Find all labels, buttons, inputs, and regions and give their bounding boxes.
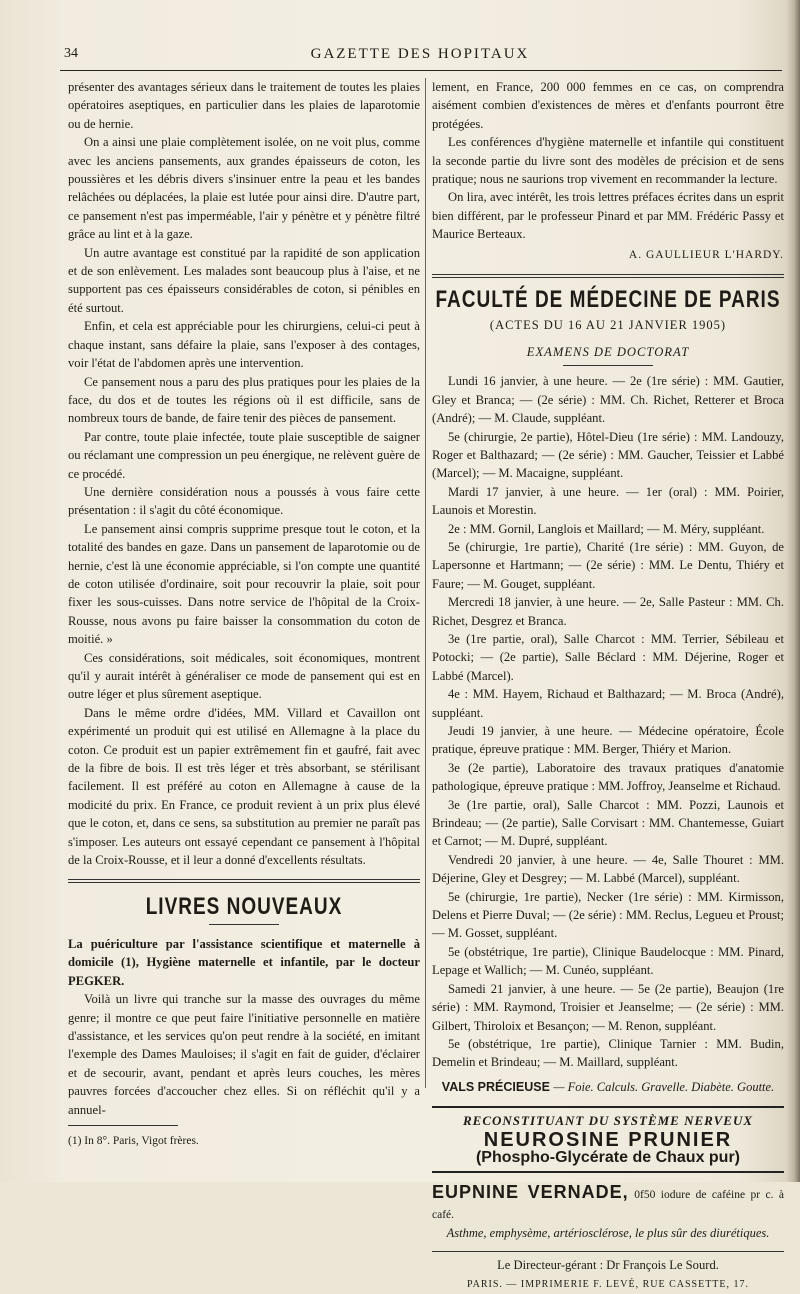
running-title: GAZETTE DES HOPITAUX xyxy=(310,46,530,62)
exam-entry: 5e (chirurgie, 1re partie), Charité (1re série) : MM. Guyon, de Lapersonne et Hartmann; — (2e série) : MM. Le Dentu, Thiéry et Faure; — M. Gouget, suppléant. xyxy=(432,539,784,591)
article-paragraph: Les conférences d'hygiène maternelle et infantile qui constituent la seconde partie du livre sont des modèles de précision et de sens pratique; nous ne saurions trop vivement en recommander la lecture. xyxy=(432,135,784,187)
article-signature: A. GAULLIEUR L'HARDY. xyxy=(628,248,784,261)
exam-entry: Samedi 21 janvier, à une heure. — 5e (2e partie), Beaujon (1re série) : MM. Raymond, Troisier et Jeanselme; — (2e série) : MM. Gilbert, Thiroloix et Besançon; — M. Renon, suppléant. xyxy=(432,981,784,1033)
right-column xyxy=(432,78,784,1294)
exam-entry: Mercredi 18 janvier, à une heure. — 2e, Salle Pasteur : MM. Ch. Richet, Desgrez et Branca. xyxy=(432,595,784,628)
exam-entry: Jeudi 19 janvier, à une heure. — Médecine opératoire, École pratique, épreuve pratique : MM. Berger, Thiéry et Marion. xyxy=(432,724,784,757)
section-rule xyxy=(432,274,784,278)
exam-entry: 3e (1re partie, oral), Salle Charcot : MM. Pozzi, Launois et Brindeau; — (2e partie), Salle Corvisart : MM. Chantemesse, Guiart et Carnot; — M. Dupré, suppléant. xyxy=(432,797,784,849)
article-paragraph: lement, en France, 200 000 femmes en ce cas, on comprendra aisément combien d'existences de mères et d'enfants pourront être protégées. xyxy=(432,80,784,131)
ad-phospho-line: (Phospho-Glycérate de Chaux pur) xyxy=(475,1148,741,1166)
section-rule xyxy=(68,879,420,883)
book-title: La puériculture par l'assistance scientifique et maternelle à domicile (1), Hygiène maternelle et infantile, par le docteur PEGKER. xyxy=(68,936,420,988)
page-number: 34 xyxy=(64,46,78,61)
left-column xyxy=(68,78,420,1150)
article-paragraph: On lira, avec intérêt, les trois lettres préfaces écrites dans un esprit bien différent, par le professeur Pinard et par MM. Frédéric Passy et Maurice Berteaux. xyxy=(432,190,784,242)
exam-entry: 4e : MM. Hayem, Richaud et Balthazard; — M. Broca (André), suppléant. xyxy=(432,687,784,720)
article-paragraph: Une dernière considération nous a poussés à vous faire cette présentation : il s'agit du côté économique. xyxy=(68,484,420,518)
exam-entry: 5e (obstétrique, 1re partie), Clinique Tarnier : MM. Budin, Demelin et Brindeau; — M. Maillard, suppléant. xyxy=(432,1036,784,1070)
exam-entry: Lundi 16 janvier, à une heure. — 2e (1re série) : MM. Gautier, Gley et Branca; — (2e série) : MM. Ch. Richet, Retterer et Broca (André); — M. Claude, suppléant. xyxy=(432,374,784,426)
director-line: Le Directeur-gérant : Dr François Le Sourd. xyxy=(432,1251,784,1274)
printer-line: PARIS. — IMPRIMERIE F. LEVÉ, RUE CASSETTE, 17. xyxy=(466,1278,750,1290)
article-paragraph: Ce pansement nous a paru des plus pratiques pour les plaies de la face, du dos et de toutes les régions où il est difficile, sans de nombreux tours de bande, de faire tenir des pièces de pansement. xyxy=(68,374,420,426)
article-paragraph: Un autre avantage est constitué par la rapidité de son application et de son enlèvement. Les malades sont beaucoup plus à l'aise, et ne supportent pas ces épaisseurs considérables de coton, si pénibles en été surtout. xyxy=(68,245,420,315)
ad-vals-label: VALS PRÉCIEUSE xyxy=(441,1079,550,1094)
footnote: (1) In 8°. Paris, Vigot frères. xyxy=(68,1134,199,1147)
exam-entry: 3e (1re partie, oral), Salle Charcot : MM. Terrier, Sébileau et Potocki; — (2e partie), Salle Béclard : MM. Déjerine, Roger et Labbé (Marcel). xyxy=(432,631,784,683)
article-paragraph: Ces considérations, soit médicales, soit économiques, montrent qu'il y aurait intérêt à généraliser ce mode de pansement qui est en outre léger et plus sûrement aseptique. xyxy=(68,650,420,702)
article-paragraph: présenter des avantages sérieux dans le traitement de toutes les plaies opératoires aseptiques, en particulier dans les plaies de laparotomie ou de hernie. xyxy=(68,80,420,131)
article-paragraph: Enfin, et cela est appréciable pour les chirurgiens, celui-ci peut à chaque instant, sans défaire la plaie, sans l'exposer à des contages, voir l'état de l'abdomen après une intervention. xyxy=(68,319,420,371)
section-title-faculte: FACULTÉ DE MÉDECINE DE PARIS xyxy=(435,287,781,314)
exam-heading: EXAMENS DE DOCTORAT xyxy=(526,344,690,359)
section-title-livres-nouveaux: LIVRES NOUVEAUX xyxy=(145,894,343,921)
exam-heading-rule xyxy=(563,365,653,366)
faculty-subtitle: (ACTES DU 16 AU 21 JANVIER 1905) xyxy=(489,318,727,333)
section-short-rule xyxy=(209,924,279,925)
footnote-rule xyxy=(68,1125,178,1126)
exam-entry: Mardi 17 janvier, à une heure. — 1er (oral) : MM. Poirier, Launois et Morestin. xyxy=(432,484,784,518)
ad-eupnine-name: EUPNINE VERNADE, xyxy=(432,1182,629,1203)
ad-reconstituant-line: RECONSTITUANT DU SYSTÈME NERVEUX xyxy=(462,1113,753,1129)
ad-vals-text: — Foie. Calculs. Gravelle. Diabète. Goutte. xyxy=(553,1079,775,1094)
column-divider xyxy=(425,78,426,1088)
ad-vals xyxy=(432,1078,784,1096)
article-paragraph: Par contre, toute plaie infectée, toute plaie susceptible de saigner ou réclamant une compression un peu énergique, ne relèvent guère de ce procédé. xyxy=(68,429,420,481)
book-review-paragraph: Voilà un livre qui tranche sur la masse des ouvrages du même genre; il montre ce que peut faire l'initiative personnelle en matière d'assistance, et les services qu'on peut rendre à la société, en imitant l'exemple des Dames Mauloises; il s'agit en fait de guider, d'éclairer et de secourir, avant, pendant et après leurs couches, les mères pauvres forcées d'accoucher chez elles. Si on réfléchit qu'il y a annuel- xyxy=(68,992,420,1117)
ad-eupnine-text: 0f50 iodure de caféine pr c. à café. xyxy=(432,1189,785,1221)
page-edge-shadow xyxy=(786,0,800,1182)
exam-entry: 3e (2e partie), Laboratoire des travaux pratiques d'anatomie pathologique, épreuve pratique : MM. Joffroy, Jeanselme et Richaud. xyxy=(432,760,784,794)
exam-entry: Vendredi 20 janvier, à une heure. — 4e, Salle Thouret : MM. Déjerine, Gley et Desgrey; — M. Labbé (Marcel), suppléant. xyxy=(432,852,784,886)
page-header xyxy=(60,44,780,68)
exam-entry: 5e (obstétrique, 1re partie), Clinique Baudelocque : MM. Pinard, Lepage et Wallich; — M. Cunéo, suppléant. xyxy=(432,944,784,978)
header-rule xyxy=(60,70,782,71)
article-paragraph: Dans le même ordre d'idées, MM. Villard et Cavaillon ont expérimenté un produit qui est utilisé en Allemagne à la place du coton. Ce produit est un papier extrêmement fin et gaufré, fait avec de la fibre de bois. Il est très léger et très absorbant, se stérilisant facilement. Il est préféré au coton en Allemagne à cause de la modicité du prix. En France, ce produit revient à un prix plus élevé que le coton, et, dans ce sens, sa substitution au premier ne paraît pas s'imposer. Les auteurs ont essayé cependant ce pansement à l'hôpital de la Croix-Rousse, et il leur a donné d'excellents résultats. xyxy=(68,705,420,868)
ad-neurosine-name: NEUROSINE PRUNIER xyxy=(483,1128,733,1151)
ad-eupnine xyxy=(432,1183,784,1242)
article-paragraph: Le pansement ainsi compris supprime presque tout le coton, et la totalité des bandes en gaze. Dans un pansement de laparotomie ou de hernie, c'est là une économie appréciable, si l'on compte une quantité de coton utilisée d'ordinaire, soit pour recouvrir la plaie, soit pour fixer les sous-cuisses. Dans notre service de l'hôpital de la Croix-Rousse, nous avons pu faire baisser la consommation du coton de moitié. » xyxy=(68,521,420,647)
ad-neurosine xyxy=(432,1106,784,1173)
exam-entry: 5e (chirurgie, 2e partie), Hôtel-Dieu (1re série) : MM. Landouzy, Roger et Balthazard; — (2e série) : MM. Gaucher, Teissier et Labbé (Marcel); — M. Macaigne, suppléant. xyxy=(432,429,784,481)
ad-eupnine-subtitle: Asthme, emphysème, artériosclérose, le plus sûr des diurétiques. xyxy=(446,1226,770,1241)
exam-entry: 2e : MM. Gornil, Langlois et Maillard; — M. Méry, suppléant. xyxy=(448,521,765,536)
exam-entry: 5e (chirurgie, 1re partie), Necker (1re série) : MM. Kirmisson, Delens et Pierre Duval; — (2e série) : MM. Reclus, Legueu et Proust; — M. Gosset, suppléant. xyxy=(432,889,784,941)
article-paragraph: On a ainsi une plaie complètement isolée, on ne voit plus, comme avec les anciens pansements, aux grandes épaisseurs de coton, les poussières et les débris divers s'insinuer entre la peau et les bandes relâchées ou déplacées, la plaie est lutée pour ainsi dire. D'autre part, ce pansement n'est pas imperméable, l'air y pénètre et y pénètre filtré grâce au lint et à la gaze. xyxy=(68,135,420,242)
